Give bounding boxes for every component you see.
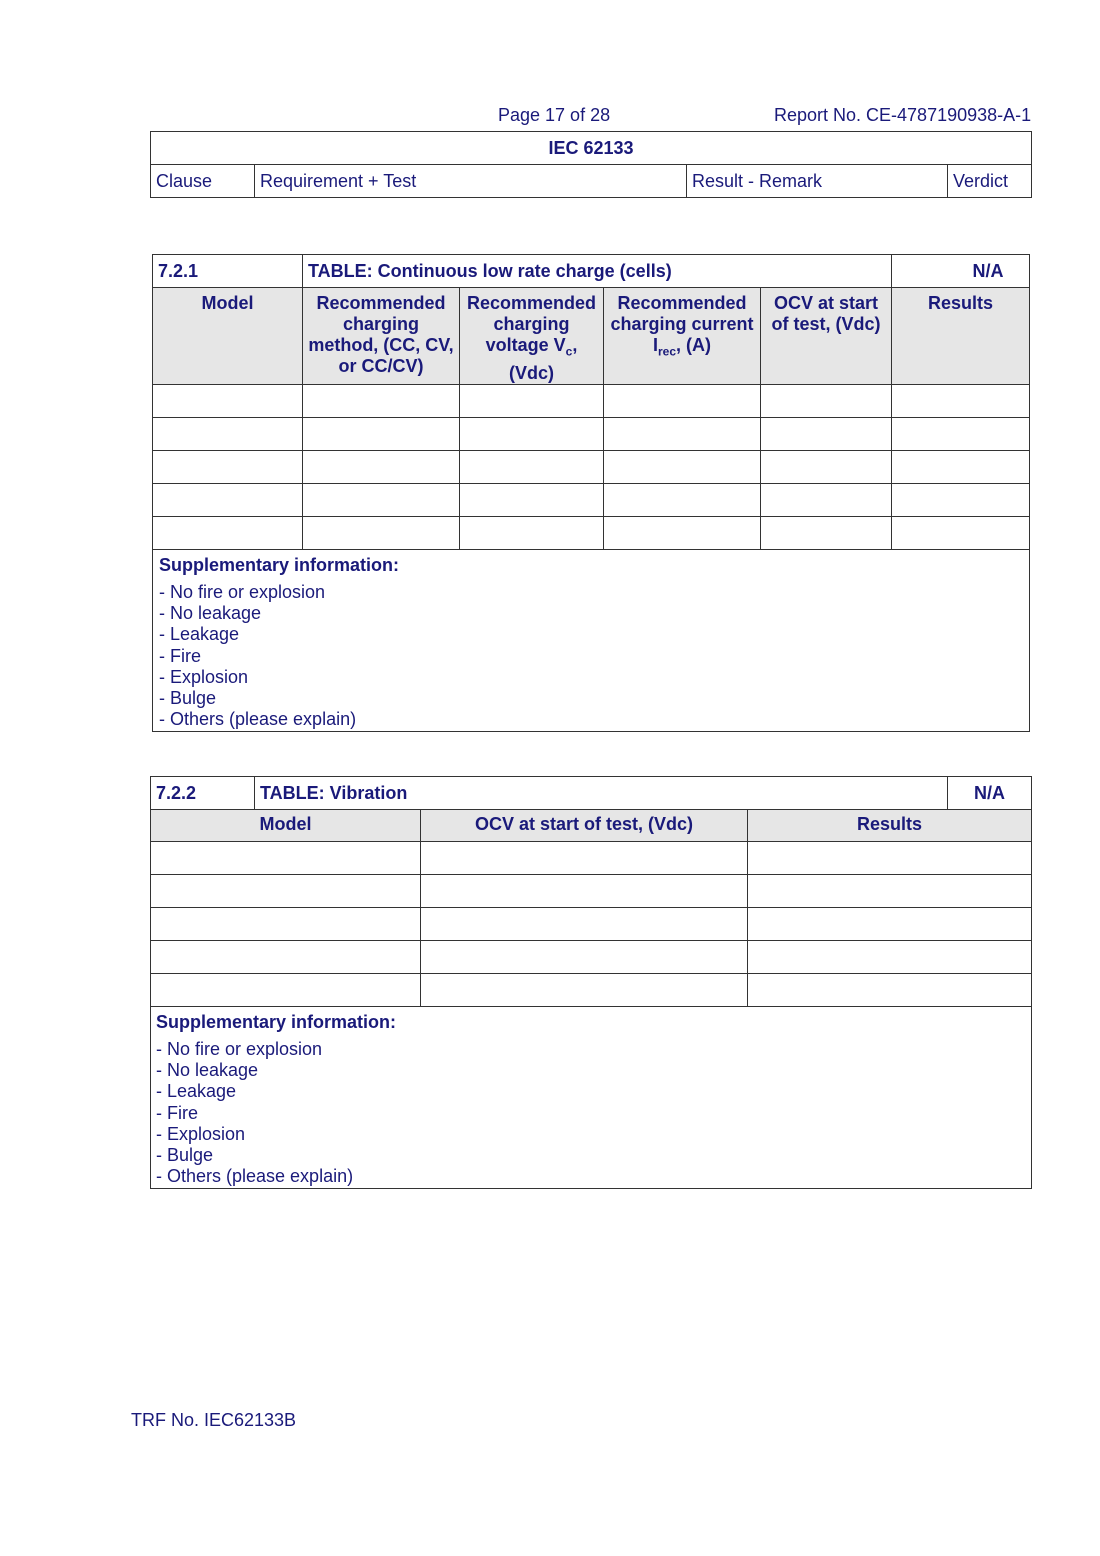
section-clause: 7.2.2 [151,777,255,810]
section-verdict [892,255,1030,288]
col-ocv: OCV at start of test, (Vdc) [761,288,892,385]
col-charging-current [604,288,761,385]
verdict-header: Verdict [948,165,1032,198]
table-row [153,385,1030,418]
list-item: - Bulge [159,688,217,709]
table-row [153,484,1030,517]
voltage-unit: , (Vdc) [509,335,578,383]
section-title: TABLE: Continuous low rate charge (cells) [303,255,892,288]
col-results: Results [892,288,1030,385]
table-row [151,842,1032,875]
current-label: Recommended charging current I [610,293,754,355]
list-item: - Explosion [156,1123,246,1144]
current-subscript: rec [657,344,677,359]
footer-trf: TRF No. IEC62133B [131,1410,297,1430]
table-vibration [150,776,1032,1189]
list-item: - Fire [156,1102,198,1123]
table-row [151,974,1032,1007]
list-item: - Leakage [156,1081,237,1102]
table-row [153,418,1030,451]
table-row [151,908,1032,941]
list-item: - Fire [159,645,201,666]
report-number: Report No. CE-4787190938-A-1 [774,105,1032,125]
supplementary-info [153,550,1030,732]
requirement-header: Requirement + Test [255,165,687,198]
standard-title: IEC 62133 [151,132,1032,165]
list-item: - Others (please explain) [159,709,357,730]
list-item: - No leakage [159,603,262,624]
list-item: - Explosion [159,666,249,687]
col-results: Results [748,810,1032,842]
clause-header: Clause [151,165,255,198]
col-charging-method: Recommended charging method, (CC, CV, or CC/CV) [303,288,460,385]
section-verdict: N/A [948,777,1032,810]
list-item: - Leakage [159,624,240,645]
table-continuous-low-rate-charge [152,254,1030,732]
col-model: Model [153,288,303,385]
reference-header-table [150,131,1032,198]
section-title: TABLE: Vibration [255,777,948,810]
result-header: Result - Remark [687,165,948,198]
supplementary-title: Supplementary information: [156,1012,397,1032]
col-model: Model [151,810,421,842]
list-item: - Others (please explain) [156,1166,354,1187]
current-unit: , (A) [676,335,712,355]
list-item: - No fire or explosion [159,582,326,602]
list-item: - Bulge [156,1145,214,1166]
col-ocv: OCV at start of test, (Vdc) [421,810,748,842]
table-row [151,875,1032,908]
page-number: Page 17 of 28 [498,105,611,125]
table-row [153,451,1030,484]
supplementary-info [151,1007,1032,1189]
list-item: - No fire or explosion [156,1039,323,1059]
voltage-subscript: c [565,344,573,359]
list-item: - No leakage [156,1060,259,1081]
table-row [151,941,1032,974]
section-clause: 7.2.1 [153,255,303,288]
table-row [153,517,1030,550]
col-charging-voltage [460,288,604,385]
verdict-value: N/A [972,260,1004,281]
voltage-label: Recommended charging voltage V [466,293,597,355]
supplementary-title: Supplementary information: [159,555,400,575]
